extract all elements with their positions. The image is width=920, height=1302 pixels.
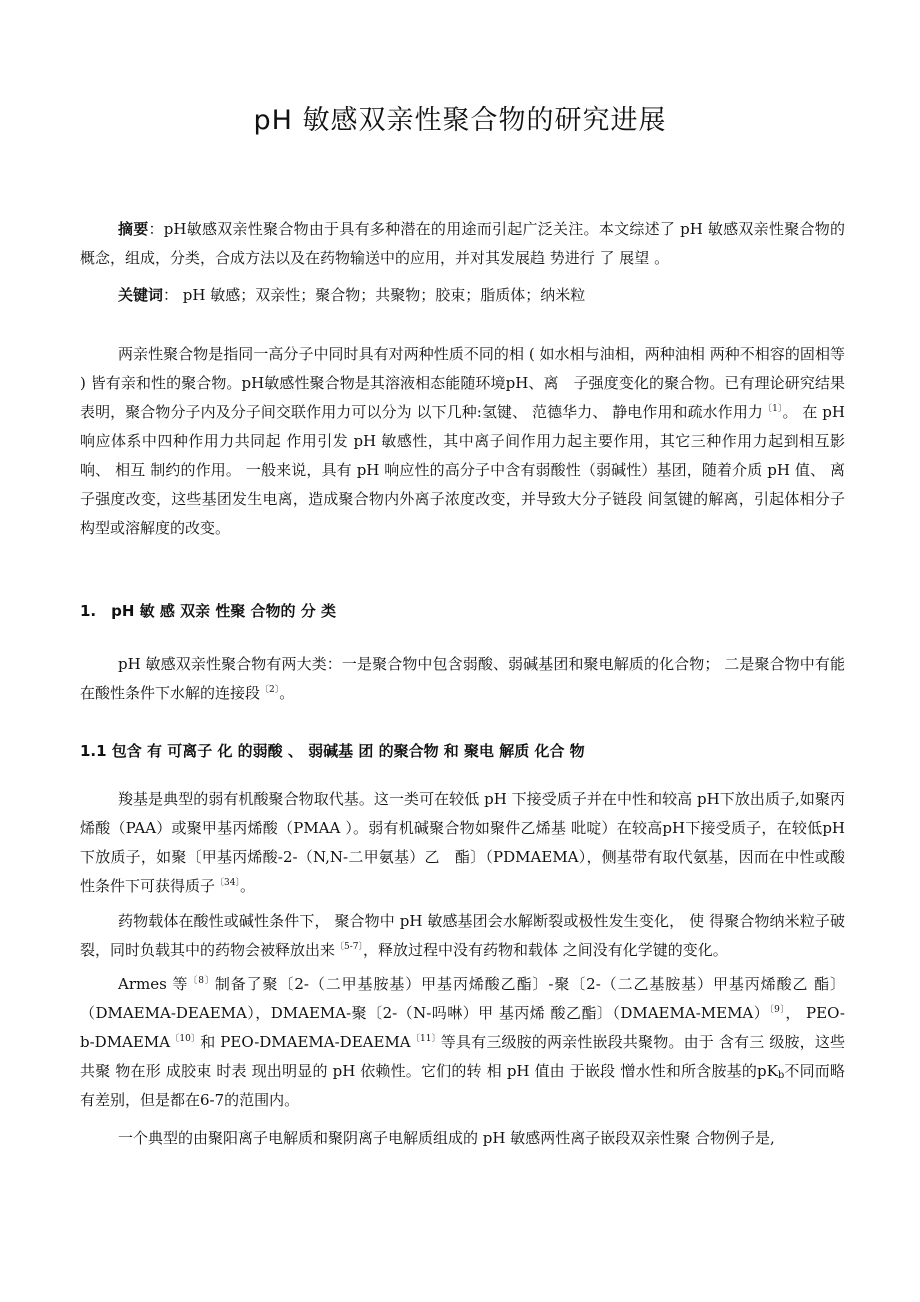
keywords-paragraph (80, 281, 845, 310)
section-1-1-heading: 1.1 包含 有 可离子 化 的弱酸 、 弱碱基 团 的聚合物 和 聚电 解质 化合 物 (80, 742, 585, 760)
p3-text-5: 等具有三级胺的两亲性嵌段共聚物。由于 含有三 级胺，这些共聚 物在形 成胶束 时表 现出明显的 pH 依赖性。它们的转 相 pH 值由 于嵌段 憎水性和所含胺基的pK (80, 1033, 846, 1080)
p2-text-1: 药物载体在酸性或碱性条件下， 聚合物中 pH 敏感基团会水解断裂或极性发生变化， 使 得聚合物纳米粒子破裂，同时负载其中的药物会被释放出来 (80, 912, 845, 959)
citation-11: 〔11〕 (410, 1034, 441, 1044)
p3-text-3: ， PEO-b-DMAEMA (80, 1004, 845, 1051)
p1-text-2: 。 (239, 877, 255, 895)
citation-10: 〔10〕 (170, 1034, 201, 1044)
keywords-label: 关键词 (118, 286, 164, 304)
intro-text-1: 两亲性聚合物是指同一高分子中同时具有对两种性质不同的相 ( 如水相与油相，两种油相 两种不相容的固相等 ) 皆有亲和性的聚合物。pH敏感性聚合物是其溶液相态能随环境pH、离 子强度变化的聚合物。已有理论研究结果表明，聚合物分子内及分子间交联作用力可以分为 以下几种:氢键、 范德华力、 静电作用和疏水作用力 (80, 345, 845, 421)
paper-title: pH 敏感双亲性聚合物的研究进展 (253, 105, 667, 136)
pkb-subscript: b (777, 1070, 785, 1081)
citation-8: 〔8〕 (188, 976, 215, 986)
abstract-paragraph (80, 215, 845, 273)
intro-paragraph (80, 340, 845, 543)
citation-2: 〔2〕 (260, 685, 280, 695)
abstract-label: 摘要 (118, 220, 149, 238)
intro-text-2: 。 在 pH 响应体系中四种作用力共同起 作用引发 pH 敏感性，其中离子间作用力起主要作用，其它三种作用力起到相互影响、 相互 制约的作用。 一般来说，具有 pH 响应性的高分子中含有弱酸性（弱碱性）基团，随着介质 pH 值、 离子强度改变，这些基团发生电离，造成聚合物内外离子浓度改变，并导致大分子链段 间氢键的解离，引起体相分子构型或溶解度的改变。 (80, 403, 845, 537)
citation-1: 〔1〕 (763, 404, 783, 414)
section-1-1-paragraph-2 (80, 907, 845, 965)
section-1-paragraph (80, 650, 845, 708)
section-1-heading: 1. pH 敏 感 双亲 性聚 合物的 分 类 (80, 602, 336, 620)
section-1-text-1: pH 敏感双亲性聚合物有两大类：一是聚合物中包含弱酸、弱碱基团和聚电解质的化合物； 二是聚合物中有能在酸性条件下水解的连接段 (80, 655, 845, 702)
section-1-1-paragraph-4 (80, 1124, 845, 1153)
citation-9: 〔9〕 (769, 1005, 786, 1015)
citation-5-7: 〔5-7〕 (335, 942, 364, 952)
p2-text-2: ，释放过程中没有药物和载体 之间没有化学键的变化。 (363, 941, 728, 959)
citation-34: 〔34〕 (215, 878, 240, 888)
keywords-text: ： pH 敏感；双亲性；聚合物；共聚物；胶束；脂质体；纳米粒 (163, 286, 586, 304)
abstract-text: ：pH敏感双亲性聚合物由于具有多种潜在的用途而引起广泛关注。本文综述了 pH 敏感双亲性聚合物的概念，组成，分类，合成方法以及在药物输送中的应用，并对其发展趋 势进行 了 展望 。 (80, 220, 845, 267)
p4-text: 一个典型的由聚阳离子电解质和聚阴离子电解质组成的 pH 敏感两性离子嵌段双亲性聚 合物例子是, (118, 1129, 775, 1147)
section-1-text-2: 。 (279, 684, 295, 702)
p3-text-4: 和 PEO-DMAEMA-DEAEMA (200, 1033, 411, 1051)
section-1-1-paragraph-1 (80, 785, 845, 901)
p3-text-1: Armes 等 (118, 975, 189, 993)
p3-text-2: 制备了聚〔2-（二甲基胺基）甲基丙烯酸乙酯〕-聚〔2-（二乙基胺基）甲基丙烯酸乙 酯〕（DMAEMA-DEAEMA），DMAEMA-聚〔2-（N-吗啉）甲 基丙烯 酸乙酯〕（DMAEMA-MEMA） (80, 975, 845, 1022)
p3-text-6: 不同而略有差别，但是都在6-7的范围内。 (80, 1062, 845, 1109)
section-1-1-paragraph-3 (80, 970, 845, 1115)
p1-text-1: 羧基是典型的弱有机酸聚合物取代基。这一类可在较低 pH 下接受质子并在中性和较高 pH下放出质子,如聚丙烯酸（PAA）或聚甲基丙烯酸（PMAA ）。弱有机碱聚合物如聚件乙烯基 吡啶）在较高pH下接受质子，在较低pH下放质子，如聚〔甲基丙烯酸-2-（N,N-二甲氨基）乙 酯〕（PDMAEMA），侧基带有取代氨基，因而在中性或酸性条件下可获得质子 (80, 790, 845, 895)
